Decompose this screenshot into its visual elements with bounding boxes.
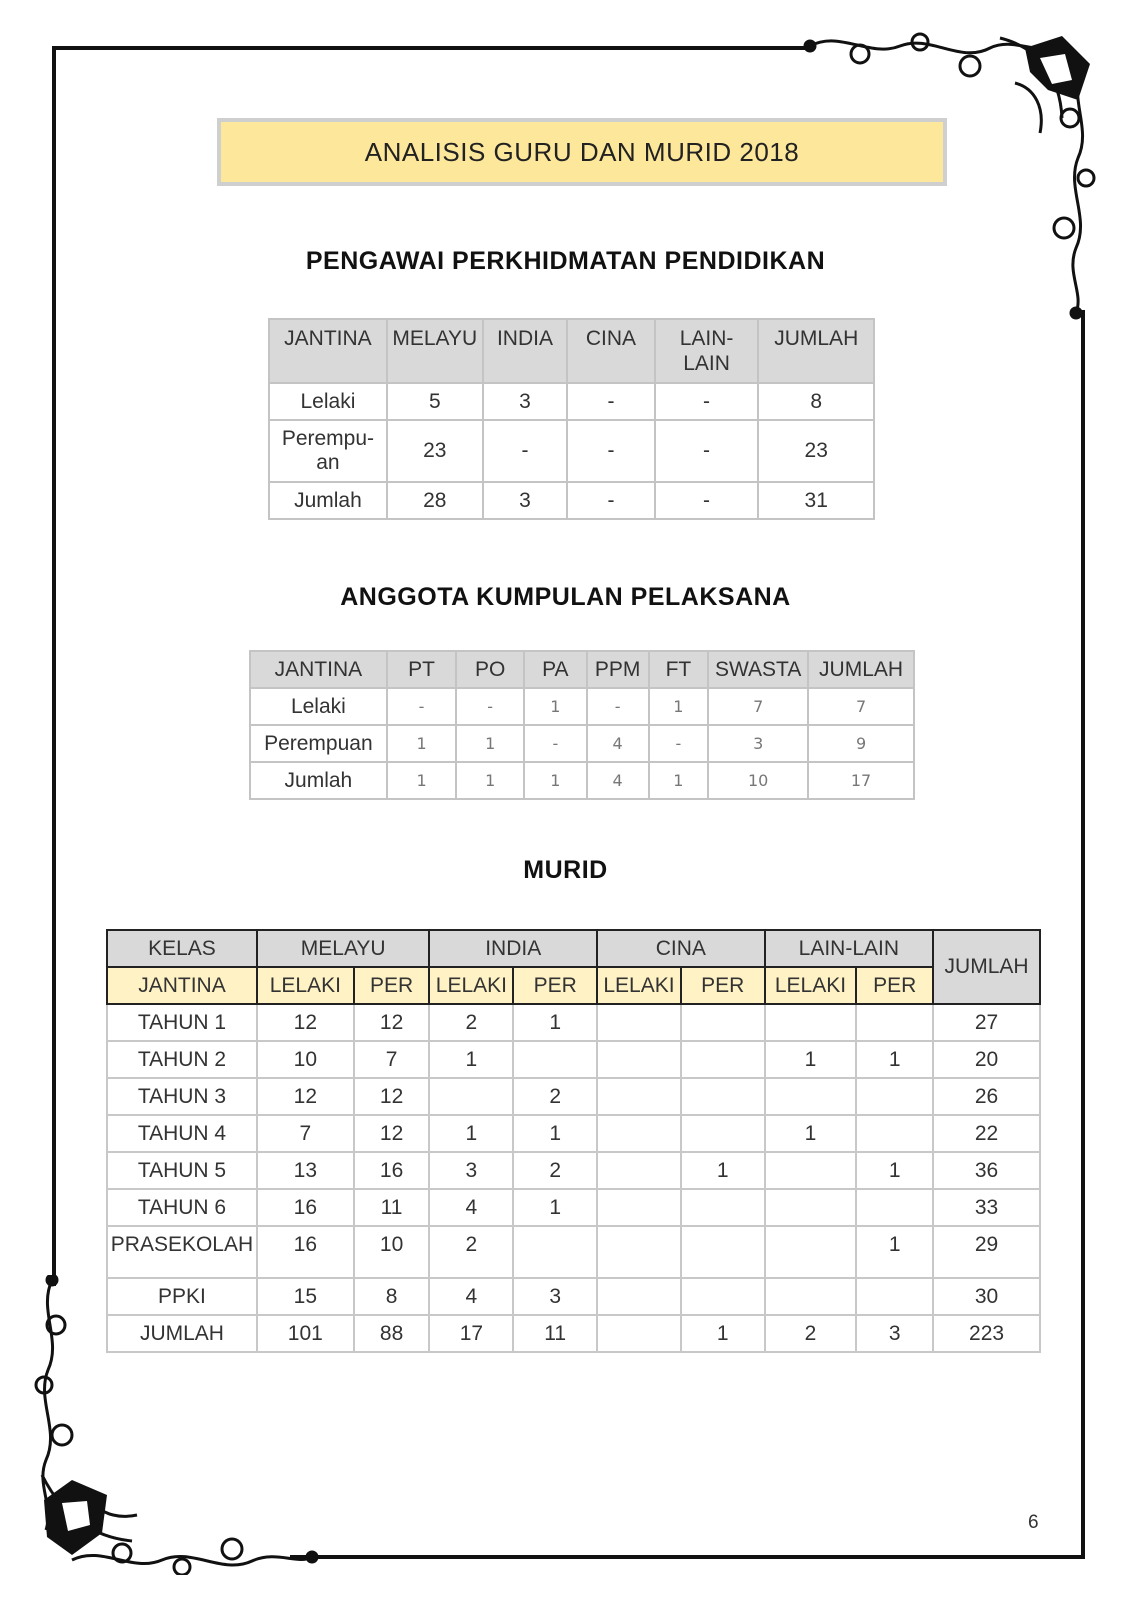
table-cell: 1 bbox=[765, 1041, 857, 1078]
table-cell: 2 bbox=[429, 1226, 513, 1278]
frame-top-line bbox=[52, 46, 812, 50]
table-cell: 101 bbox=[257, 1315, 354, 1352]
table-cell: - bbox=[456, 688, 524, 725]
table-cell: - bbox=[655, 383, 759, 420]
col-header: PER bbox=[513, 967, 597, 1004]
table-cell: - bbox=[587, 688, 649, 725]
table-cell: TAHUN 4 bbox=[107, 1115, 257, 1152]
table-cell: 11 bbox=[513, 1315, 597, 1352]
table-cell: 26 bbox=[933, 1078, 1040, 1115]
col-header: CINA bbox=[567, 319, 654, 383]
table-cell: 2 bbox=[765, 1315, 857, 1352]
table-cell: 12 bbox=[354, 1078, 430, 1115]
table-cell bbox=[681, 1189, 765, 1226]
frame-right-line bbox=[1081, 310, 1085, 1558]
table-cell bbox=[597, 1004, 681, 1041]
table-cell: Jumlah bbox=[269, 482, 387, 519]
table-cell: 28 bbox=[387, 482, 483, 519]
col-header: INDIA bbox=[483, 319, 568, 383]
table-cell: - bbox=[655, 420, 759, 482]
table-cell: - bbox=[387, 688, 457, 725]
col-header: INDIA bbox=[429, 930, 597, 967]
table-cell: 22 bbox=[933, 1115, 1040, 1152]
table-cell: 1 bbox=[856, 1152, 933, 1189]
col-header: JANTINA bbox=[107, 967, 257, 1004]
table-cell: - bbox=[649, 725, 709, 762]
table-cell: 223 bbox=[933, 1315, 1040, 1352]
table-cell: 1 bbox=[856, 1041, 933, 1078]
table-header-row bbox=[250, 651, 914, 688]
col-header: JANTINA bbox=[269, 319, 387, 383]
table-cell: 33 bbox=[933, 1189, 1040, 1226]
table-row bbox=[107, 1189, 1040, 1226]
table-cell: 7 bbox=[354, 1041, 430, 1078]
table-cell bbox=[856, 1078, 933, 1115]
table-header-row bbox=[269, 319, 874, 383]
table-cell: 2 bbox=[429, 1004, 513, 1041]
table-cell: 16 bbox=[354, 1152, 430, 1189]
table-cell: 27 bbox=[933, 1004, 1040, 1041]
table-cell bbox=[597, 1278, 681, 1315]
table-cell: PRASEKOLAH bbox=[107, 1226, 257, 1278]
table-row bbox=[107, 1152, 1040, 1189]
table-cell: 16 bbox=[257, 1226, 354, 1278]
table-header-row bbox=[107, 967, 1040, 1004]
col-header: JUMLAH bbox=[933, 930, 1040, 1004]
table-cell: 5 bbox=[387, 383, 483, 420]
table-cell bbox=[765, 1004, 857, 1041]
table-cell bbox=[765, 1278, 857, 1315]
table-cell bbox=[765, 1078, 857, 1115]
table-cell bbox=[597, 1315, 681, 1352]
table-cell: 4 bbox=[429, 1278, 513, 1315]
table-row bbox=[250, 688, 914, 725]
table-cell bbox=[856, 1115, 933, 1152]
frame-left-line bbox=[52, 46, 56, 1286]
table-cell: 1 bbox=[456, 762, 524, 799]
col-header: PER bbox=[681, 967, 765, 1004]
table-cell: 1 bbox=[649, 762, 709, 799]
table-cell: 8 bbox=[758, 383, 874, 420]
table-cell: TAHUN 5 bbox=[107, 1152, 257, 1189]
table-cell: 23 bbox=[758, 420, 874, 482]
table-cell: 1 bbox=[649, 688, 709, 725]
table-cell bbox=[681, 1115, 765, 1152]
section1-heading: PENGAWAI PERKHIDMATAN PENDIDIKAN bbox=[305, 247, 826, 275]
table-cell: 30 bbox=[933, 1278, 1040, 1315]
table-cell: - bbox=[567, 420, 654, 482]
table-cell: 4 bbox=[587, 762, 649, 799]
col-header: JUMLAH bbox=[758, 319, 874, 383]
title-banner bbox=[217, 118, 947, 186]
page-number: 6 bbox=[1028, 1512, 1039, 1533]
table-cell: 3 bbox=[513, 1278, 597, 1315]
table-cell: 4 bbox=[429, 1189, 513, 1226]
table-cell: 1 bbox=[524, 762, 587, 799]
table-cell: - bbox=[567, 482, 654, 519]
col-header: LAIN-LAIN bbox=[765, 930, 934, 967]
table-cell bbox=[597, 1152, 681, 1189]
col-header: PPM bbox=[587, 651, 649, 688]
table-cell bbox=[856, 1278, 933, 1315]
table-cell: - bbox=[483, 420, 568, 482]
col-header: PT bbox=[387, 651, 457, 688]
table-cell: 1 bbox=[387, 762, 457, 799]
table-row bbox=[107, 1278, 1040, 1315]
table-cell: TAHUN 3 bbox=[107, 1078, 257, 1115]
table-cell: 31 bbox=[758, 482, 874, 519]
table-cell: 1 bbox=[429, 1041, 513, 1078]
table-cell: TAHUN 2 bbox=[107, 1041, 257, 1078]
table-cell: 16 bbox=[257, 1189, 354, 1226]
table-row bbox=[250, 725, 914, 762]
teachers-table bbox=[268, 318, 875, 520]
table-row bbox=[269, 383, 874, 420]
frame-bottom-line bbox=[290, 1555, 1085, 1559]
table-cell bbox=[681, 1278, 765, 1315]
table-cell: 17 bbox=[429, 1315, 513, 1352]
table-cell: 29 bbox=[933, 1226, 1040, 1278]
col-header: PO bbox=[456, 651, 524, 688]
table-cell: 3 bbox=[483, 383, 568, 420]
table-cell bbox=[513, 1041, 597, 1078]
table-cell: TAHUN 1 bbox=[107, 1004, 257, 1041]
col-header: JANTINA bbox=[250, 651, 387, 688]
col-header: LELAKI bbox=[597, 967, 681, 1004]
col-header: PER bbox=[354, 967, 430, 1004]
table-cell: Perempu-an bbox=[269, 420, 387, 482]
table-cell: Jumlah bbox=[250, 762, 387, 799]
col-header: PA bbox=[524, 651, 587, 688]
banner-title: ANALISIS GURU DAN MURID 2018 bbox=[364, 136, 800, 167]
table-cell: 7 bbox=[808, 688, 914, 725]
table-row bbox=[107, 1078, 1040, 1115]
table-cell bbox=[681, 1078, 765, 1115]
section2-heading: ANGGOTA KUMPULAN PELAKSANA bbox=[340, 583, 791, 611]
table-cell: 2 bbox=[513, 1152, 597, 1189]
table-cell bbox=[765, 1189, 857, 1226]
table-cell: 1 bbox=[524, 688, 587, 725]
table-cell: - bbox=[655, 482, 759, 519]
table-cell: 88 bbox=[354, 1315, 430, 1352]
table-cell: 12 bbox=[257, 1004, 354, 1041]
table-cell: 3 bbox=[856, 1315, 933, 1352]
col-header: LAIN-LAIN bbox=[655, 319, 759, 383]
table-cell bbox=[597, 1078, 681, 1115]
table-cell: 3 bbox=[483, 482, 568, 519]
table-cell: 7 bbox=[257, 1115, 354, 1152]
table-cell: - bbox=[567, 383, 654, 420]
col-header: FT bbox=[649, 651, 709, 688]
section3-heading: MURID bbox=[523, 856, 608, 884]
table-cell bbox=[856, 1189, 933, 1226]
table-cell: 1 bbox=[513, 1115, 597, 1152]
col-header: CINA bbox=[597, 930, 765, 967]
table-cell: 1 bbox=[856, 1226, 933, 1278]
table-cell: 15 bbox=[257, 1278, 354, 1315]
table-cell bbox=[681, 1226, 765, 1278]
table-cell: 10 bbox=[354, 1226, 430, 1278]
table-cell bbox=[765, 1226, 857, 1278]
table-cell: Perempuan bbox=[250, 725, 387, 762]
table-cell: 1 bbox=[387, 725, 457, 762]
table-cell: PPKI bbox=[107, 1278, 257, 1315]
table-cell: 3 bbox=[708, 725, 808, 762]
table-row bbox=[107, 1315, 1040, 1352]
table-cell: 1 bbox=[513, 1004, 597, 1041]
col-header: LELAKI bbox=[257, 967, 354, 1004]
table-header-row bbox=[107, 930, 1040, 967]
table-cell: TAHUN 6 bbox=[107, 1189, 257, 1226]
table-row bbox=[107, 1004, 1040, 1041]
table-row bbox=[107, 1226, 1040, 1278]
table-cell bbox=[597, 1226, 681, 1278]
col-header: JUMLAH bbox=[808, 651, 914, 688]
col-header: KELAS bbox=[107, 930, 257, 967]
col-header: MELAYU bbox=[257, 930, 430, 967]
table-cell: - bbox=[524, 725, 587, 762]
table-cell: 36 bbox=[933, 1152, 1040, 1189]
students-table bbox=[106, 929, 1041, 1353]
table-row bbox=[107, 1115, 1040, 1152]
table-cell: Lelaki bbox=[250, 688, 387, 725]
table-cell: 1 bbox=[513, 1189, 597, 1226]
table-cell bbox=[681, 1004, 765, 1041]
table-cell: 23 bbox=[387, 420, 483, 482]
table-cell: 4 bbox=[587, 725, 649, 762]
col-header: LELAKI bbox=[765, 967, 857, 1004]
table-cell bbox=[597, 1041, 681, 1078]
table-cell: 9 bbox=[808, 725, 914, 762]
table-cell: 11 bbox=[354, 1189, 430, 1226]
table-cell: 1 bbox=[681, 1152, 765, 1189]
table-row bbox=[269, 420, 874, 482]
table-cell bbox=[597, 1189, 681, 1226]
table-cell bbox=[765, 1152, 857, 1189]
col-header: LELAKI bbox=[429, 967, 513, 1004]
table-cell: 2 bbox=[513, 1078, 597, 1115]
table-cell: 1 bbox=[681, 1315, 765, 1352]
table-cell bbox=[429, 1078, 513, 1115]
col-header: SWASTA bbox=[708, 651, 808, 688]
table-cell: 20 bbox=[933, 1041, 1040, 1078]
table-cell bbox=[513, 1226, 597, 1278]
table-cell: 13 bbox=[257, 1152, 354, 1189]
table-cell: 17 bbox=[808, 762, 914, 799]
table-cell bbox=[681, 1041, 765, 1078]
table-cell: 12 bbox=[354, 1004, 430, 1041]
table-cell: 12 bbox=[354, 1115, 430, 1152]
table-cell: 10 bbox=[257, 1041, 354, 1078]
table-cell: Lelaki bbox=[269, 383, 387, 420]
table-cell: 12 bbox=[257, 1078, 354, 1115]
table-cell bbox=[856, 1004, 933, 1041]
table-cell: 1 bbox=[429, 1115, 513, 1152]
table-cell: 10 bbox=[708, 762, 808, 799]
table-cell: JUMLAH bbox=[107, 1315, 257, 1352]
col-header: PER bbox=[856, 967, 933, 1004]
table-cell: 1 bbox=[765, 1115, 857, 1152]
col-header: MELAYU bbox=[387, 319, 483, 383]
table-row bbox=[107, 1041, 1040, 1078]
table-cell bbox=[597, 1115, 681, 1152]
table-row bbox=[250, 762, 914, 799]
table-row bbox=[269, 482, 874, 519]
table-cell: 7 bbox=[708, 688, 808, 725]
table-cell: 3 bbox=[429, 1152, 513, 1189]
staff-table bbox=[249, 650, 915, 800]
table-cell: 1 bbox=[456, 725, 524, 762]
table-cell: 8 bbox=[354, 1278, 430, 1315]
